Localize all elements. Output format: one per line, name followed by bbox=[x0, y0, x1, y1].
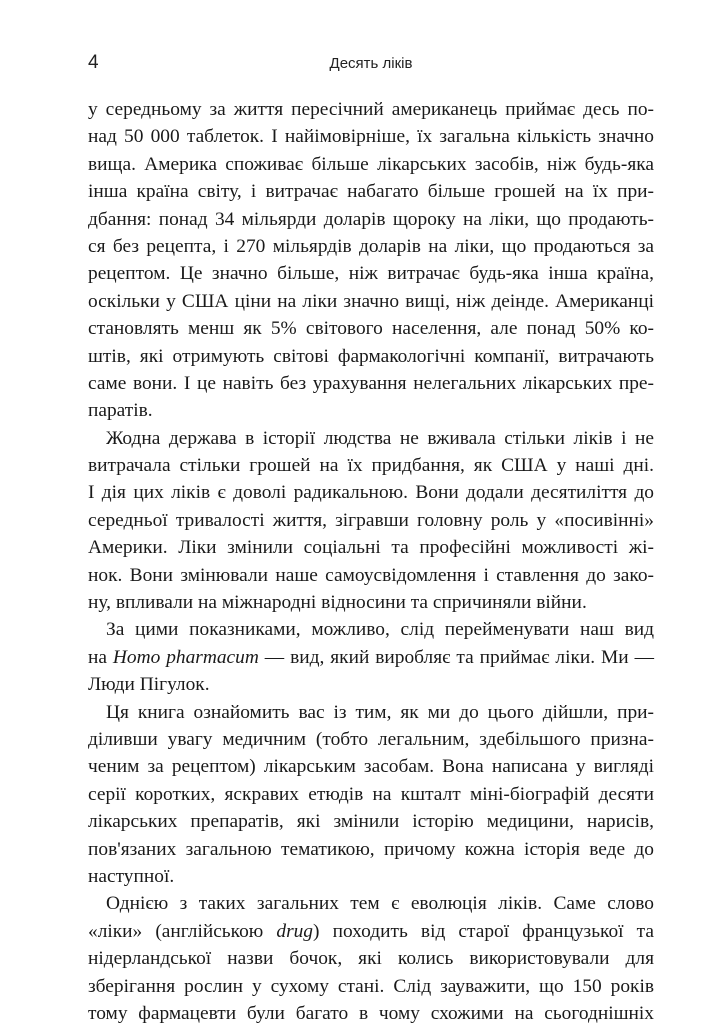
text-line: Ця книга ознайомить вас із тим, як ми до цього дійшли, при- bbox=[106, 701, 654, 723]
text-line: Америки. Ліки змінили соціальні та професійні можливості жі- bbox=[88, 537, 654, 559]
italic-term: drug bbox=[276, 920, 314, 942]
text-line: оскільки у США ціни на ліки значно вищі, ніж деінде. Американці bbox=[88, 290, 654, 312]
text-line: штів, які отримують світові фармакологічні компанії, витрачають bbox=[88, 345, 654, 367]
text-line: І дія цих ліків є доволі радикальною. Вони додали десятиліття до bbox=[88, 482, 654, 504]
body-text bbox=[88, 96, 654, 1027]
text-line: нідерландської назви бочок, які колись використовували для bbox=[88, 948, 654, 970]
text-line: середньої тривалості життя, зігравши головну роль у «посивінні» bbox=[88, 509, 654, 531]
text-line: діливши увагу медичним (тобто легальним, здебільшого призна- bbox=[88, 728, 654, 750]
text-line: інша країна світу, і витрачає набагато більше грошей на їх при- bbox=[88, 181, 654, 203]
text-line: ченим за рецептом) лікарським засобам. Вона написана у вигляді bbox=[88, 756, 654, 778]
text-line: саме вони. І це навіть без урахування нелегальних лікарських пре- bbox=[88, 372, 654, 394]
text-line: паратів. bbox=[88, 400, 153, 422]
text-line: За цими показниками, можливо, слід перейменувати наш вид bbox=[106, 619, 654, 641]
text-line: нок. Вони змінювали наше самоусвідомлення і ставлення до зако- bbox=[88, 564, 654, 586]
text-line: лікарських препаратів, які змінили історію медицини, нарисів, bbox=[88, 811, 654, 833]
text-line: Люди Пігулок. bbox=[88, 674, 210, 696]
italic-term: Homo pharmacum bbox=[112, 646, 259, 668]
text-line: ся без рецепта, і 270 мільярдів доларів на ліки, що продаються за bbox=[88, 235, 654, 257]
text-line: рецептом. Це значно більше, ніж витрачає будь-яка інша країна, bbox=[88, 263, 654, 285]
text-line: Однією з таких загальних тем є еволюція ліків. Саме слово bbox=[106, 893, 654, 915]
running-title: Десять ліків bbox=[329, 55, 413, 72]
text-line: Жодна держава в історії людства не вживала стільки ліків і не bbox=[106, 427, 654, 449]
text-line: становлять менш як 5% світового населення, але понад 50% ко- bbox=[88, 318, 654, 340]
text-line: зберігання рослин у сухому стані. Слід зауважити, що 150 років bbox=[88, 975, 654, 997]
text-line: «ліки» (англійською drug) походить від старої французької та bbox=[88, 920, 654, 942]
text-line: серії коротких, яскравих етюдів на кшталт міні-біографій десяти bbox=[88, 783, 654, 805]
text-line: дбання: понад 34 мільярди доларів щороку на ліки, що продають- bbox=[88, 208, 654, 230]
text-line: вища. Америка споживає більше лікарських засобів, ніж будь-яка bbox=[88, 153, 654, 175]
text-line: над 50 000 таблеток. І найімовірніше, їх загальна кількість значно bbox=[88, 126, 654, 148]
text-line: на Homo pharmacum — вид, який виробляє та приймає ліки. Ми — bbox=[88, 646, 654, 668]
text-line: наступної. bbox=[88, 865, 175, 887]
text-line: тому фармацевти були багато в чому схожими на сьогоднішніх bbox=[88, 1002, 654, 1024]
page-header bbox=[88, 52, 654, 76]
page-number: 4 bbox=[88, 52, 99, 73]
text-line: ну, впливали на міжнародні відносини та спричиняли війни. bbox=[88, 592, 587, 614]
text-line: пов'язаних загальною тематикою, причому кожна історія веде до bbox=[88, 838, 654, 860]
text-line: витрачала стільки грошей на їх придбання, як США у наші дні. bbox=[88, 455, 654, 477]
text-line: у середньому за життя пересічний американець приймає десь по- bbox=[88, 99, 654, 120]
